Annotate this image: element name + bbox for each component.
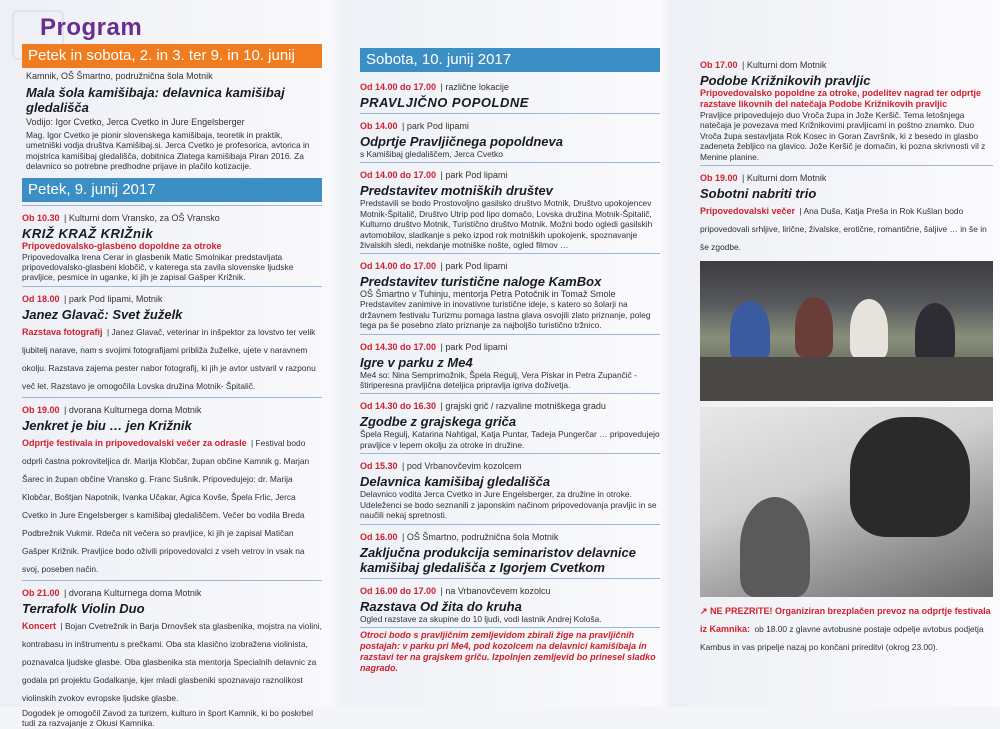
date-bar-friday-saturday: Petek in sobota, 2. in 3. ter 9. in 10. junij: [22, 44, 322, 68]
event-place: | park Pod lipami: [440, 170, 508, 181]
event-subtitle: Razstava fotografij: [22, 326, 103, 337]
event-time: Od 15.30: [360, 461, 398, 472]
event-podobe-kriznikovih: [700, 53, 993, 162]
photo-person: [740, 497, 810, 597]
event-kriz-kraz: [22, 205, 322, 283]
event-place: | Kulturni dom Motnik: [741, 60, 827, 70]
event-lead: Vodijo: Igor Cvetko, Jerca Cvetko in Jure Engelsberger: [26, 117, 245, 127]
event-od-zita-do-kruha: [360, 578, 660, 624]
event-mala-sola: [22, 68, 322, 172]
event-pravljicno-popoldne: [360, 75, 660, 110]
event-title: Razstava Od žita do kruha: [360, 598, 522, 614]
event-subtitle: Pripovedovalski večer: [700, 206, 796, 217]
event-place: | Kulturni dom Vransko, za OŠ Vransko: [63, 212, 220, 223]
event-time: Od 16.00: [360, 531, 398, 542]
event-subtitle: Pripovedovalsko-glasbeno dopoldne za otroke: [22, 240, 222, 251]
event-body: Pripovedovalka Irena Cerar in glasbenik Matic Smolnikar predstavljata pripovedovalsko-glasbeni klobčič, v katerega sta zavila slovenske ljudske pravljice, pesmice in uganke, ki jih je zapisal Gašper Križnik.: [22, 251, 294, 283]
event-title: Podobe Križnikovih pravljic: [700, 73, 871, 88]
event-title: Delavnica kamišibaj gledališča: [360, 474, 551, 490]
event-time: Od 14.00 do 17.00: [360, 261, 437, 272]
event-time: Od 14.30 do 17.00: [360, 341, 437, 352]
event-body-sponsor: Dogodek je omogočil Zavod za turizem, kulturo in šport Kamnik, ki bo poskrbel tudi za razvajanje z Okusi Kamnika.: [22, 707, 313, 729]
event-title: Jenkret je biu … jen Križnik: [22, 417, 192, 433]
event-place: | dvorana Kulturnega doma Motnik: [63, 587, 202, 598]
event-body: Ogled razstave za skupine do 10 ljudi, vodi lastnik Andrej Kološa.: [360, 613, 602, 624]
event-nabriti-trio: [700, 165, 993, 255]
photo-person: [730, 301, 770, 361]
event-body: | Festival bodo odprli častna pokroviteljica dr. Marija Klobčar, župan občine Kamnik g. Marjan Šarec in župan občine Vransko g. Franc Sušnik. Pripovedujejo: dr. Marija Klobčar, Boštjan Napotnik, Ivanka Učakar, Agica Kovše, Špela Frlic, Jerca Cvetko in Jure Engelsberger s kamišibaj gledališčem. Večer bo vodila Breda Podbrežnik Vukmir. Rdeča nit večera so pravljice, ki jih je zapisal Matičan Gašper Križnik. Pravljice bodo oživili pripovedovalci z vseh vetrov in vsak na svoj, poseben način.: [22, 437, 310, 574]
note-heading: ↗ NE PREZRITE! Organiziran brezplačen prevoz na odprtje festivala iz Kamnika:: [700, 606, 991, 635]
event-place: | Kulturni dom Motnik: [741, 173, 827, 184]
event-title: Sobotni nabriti trio: [700, 186, 817, 202]
photo-storytellers-stage: [700, 261, 993, 401]
event-body: | Ana Duša, Katja Preša in Rok Kušlan bodo pripovedovali srhljive, lirične, živalske, erotične, romantične, šaljive … in še in še zgodbe.: [700, 206, 987, 253]
event-subtitle: Pripovedovalsko popoldne za otroke, podelitev nagrad ter odprtje razstave likovnih del natečaja Podobe Križnikovih pravljic: [700, 88, 982, 109]
event-body: Predstavili se bodo Prostovoljno gasilsko društvo Motnik, Društvo upokojencev Motnik-Špitalič, Društvo Utrip pod lipo domačo, Lovska družina Motnik-Špitalič, Kulturno društvo Motnik, Turistično društvo Motnik. Možni bodo ogledi gasilskih avtomobilov, sladkanje s peko izpod rok motniških upokojenk, spoznavanje živalskih sledi, nekdanje motniške nošte, ogled filmov …: [360, 198, 653, 251]
event-body: Mag. Igor Cvetko je pionir slovenskega kamišibaja, teoretik in praktik, umetniški vodja društva Kamišibaj.si. Jerca Cvetko je profesorica, avtorica in mojstrica kamišibaj gledališča, dobitnica Zlatega kamišibaja Piran 2016. Za delavnico so potrebne predhodne prijave in plačilo kotizacije.: [26, 130, 310, 172]
transport-note: [700, 601, 993, 655]
column-2: [360, 48, 660, 707]
event-place: Kamnik, OŠ Šmartno, podružnična šola Motnik: [26, 71, 213, 81]
photo-audience: [700, 357, 993, 401]
date-bar-saturday: Sobota, 10. junij 2017: [360, 48, 660, 72]
event-time: Od 14.30 do 16.30: [360, 401, 437, 412]
event-body: Predstavitev zanimive in inovativne turistične ideje, s katero so šolarji na državnem festivalu Turizmu pomaga lastna glava osvojili zlato priznanje, poleg tega pa še posebno zlato priznanje za najboljšo turistično tržnico.: [360, 299, 651, 331]
event-jenkret: [22, 397, 322, 577]
event-title: Janez Glavač: Svet žuželk: [22, 306, 183, 322]
children-map-note: [360, 627, 660, 674]
event-time: Ob 21.00: [22, 587, 60, 598]
event-title: Predstavitev motniških društev: [360, 183, 553, 199]
event-odprtje: [360, 113, 660, 159]
event-subtitle: Odprtje festivala in pripovedovalski večer za odrasle: [22, 437, 247, 448]
event-grajski-gric: [360, 393, 660, 450]
photo-person: [850, 299, 888, 359]
event-body: s Kamišibaj gledališčem, Jerca Cvetko: [360, 149, 503, 159]
event-body: Me4 so: Nina Semprimožnik, Špela Regulj, Vera Piskar in Petra Zupančič - štiriperesna pravljična deteljica pripravlja igriva doživetja.: [360, 369, 637, 391]
event-title: KRIŽ KRAŽ KRIŽnik: [22, 225, 154, 241]
event-time: Ob 17.00: [700, 60, 738, 70]
note-text: Otroci bodo s pravljičnim zemljevidom zbirali žige na pravljičnih postajah: v parku pri Me4, pod kozolcem na delavnici kamišibaja in razstavi ter na grajskem griču. Izpolnjen zemljevid bo prinesel sladko nagrado.: [360, 629, 656, 673]
event-place: | različne lokacije: [440, 82, 509, 92]
event-terrafolk: [22, 580, 322, 729]
event-body: Delavnico vodita Jerca Cvetko in Jure Engelsberger, za družine in otroke. Udeleženci se bodo seznanili z japonskim načinom pripovedovanja pravljic in se naučili nekaj spretnosti.: [360, 489, 657, 521]
column-1: [22, 44, 322, 729]
event-place: | na Vrbanovčevem kozolcu: [440, 585, 551, 596]
event-lead: OŠ Šmartno v Tuhinju, mentorja Petra Potočnik in Tomaž Smole: [360, 289, 616, 300]
event-time: Ob 19.00: [22, 404, 60, 415]
date-bar-friday: Petek, 9. junij 2017: [22, 178, 322, 202]
event-drustva: [360, 162, 660, 250]
event-body: | Bojan Cvetrežnik in Barja Drnovšek sta glasbenika, mojstra na violini, kontrabasu in inštrumentu s prečkami. Oba sta klasično izobražena violinista, poznavalca ljudske glasbe. Oba glasbenika sta mentorja Specialnih delavnic za godala pri projektu Godalkanje, kjer mladi glasbeniki spoznavajo raznolikost violinskih zvokov evropske ljudske glasbe.: [22, 620, 322, 703]
event-body: Pravljice pripovedujejo duo Vroča župa in Jože Keršič. Tema letošnjega natečaja je povezava med Križnikovimi pravljicami in poštno znamko. Duo Vroča župa sestavljata Rok Kosec in Goran Završnik, ki z besedo in glasbo zadeneta žebljico na glavico. Jože Keršič je domačin, ki pozna skrivnosti vil z Menine planine.: [700, 110, 986, 162]
event-title: Zaključna produkcija seminaristov delavnice kamišibaj gledališča z Igorjem Cvetkom: [360, 544, 636, 575]
event-place: | grajski grič / razvaline motniškega gradu: [440, 401, 606, 412]
event-subtitle: Koncert: [22, 620, 57, 631]
event-time: Od 18.00: [22, 293, 60, 304]
photo-person: [915, 303, 955, 363]
event-body: | Janez Glavač, veterinar in inšpektor za lovstvo ter velik ljubitelj narave, nam s svojimi fotografijami približa žuželke, ujete v naravnem okolju. Razstava zajema pester nabor fotografij, ki jih je avtor ustvaril v razponu več let. Razstavo je omogočila Lovska družina Motnik- Špitalič.: [22, 326, 316, 391]
event-place: | park Pod lipami: [440, 341, 508, 352]
event-place: | park Pod lipami: [440, 261, 508, 272]
event-time: Od 14.00 do 17.00: [360, 82, 437, 92]
photo-person: [795, 297, 833, 357]
note-body: ob 18.00 z glavne avtobusne postaje odpelje avtobus podjetja Kambus in vas pripelje nazaj po končani prireditvi (okrog 23.00).: [700, 624, 984, 653]
event-place: | dvorana Kulturnega doma Motnik: [63, 404, 202, 415]
event-place: | park Pod lipami: [401, 121, 469, 131]
event-time: Ob 14.00: [360, 121, 398, 131]
event-me4: [360, 334, 660, 391]
event-zakljucna-produkcija: [360, 524, 660, 575]
event-title: Odprtje Pravljičnega popoldneva: [360, 134, 563, 149]
event-time: Od 16.00 do 17.00: [360, 585, 437, 596]
event-title: Predstavitev turistične naloge KamBox: [360, 274, 602, 290]
event-kambox: [360, 253, 660, 330]
event-time: Ob 19.00: [700, 173, 738, 184]
event-title: PRAVLJIČNO POPOLDNE: [360, 95, 529, 110]
event-title: Terrafolk Violin Duo: [22, 600, 145, 616]
program-title: Program: [40, 14, 143, 41]
event-place: | OŠ Šmartno, podružnična šola Motnik: [401, 531, 559, 542]
event-svet-zuzelk: [22, 286, 322, 394]
column-3: [700, 50, 993, 707]
event-title: Igre v parku z Me4: [360, 354, 473, 370]
event-title: Zgodbe z grajskega griča: [360, 414, 517, 430]
event-time: Od 14.00 do 17.00: [360, 170, 437, 181]
event-delavnica-kamisibaj: [360, 453, 660, 520]
event-time: Ob 10.30: [22, 212, 60, 223]
photo-kamisibaj-puppets: [700, 407, 993, 597]
event-place: | pod Vrbanovčevim kozolcem: [401, 461, 522, 472]
event-place: | park Pod lipami, Motnik: [63, 293, 163, 304]
event-body: Špela Regulj, Katarina Nahtigal, Katja Puntar, Tadeja Pungerčar … pripovedujejo pravljice v lepem okolju za otroke in družine.: [360, 429, 660, 450]
photo-puppet-shadow: [850, 417, 970, 537]
event-title: Mala šola kamišibaja: delavnica kamišibaj gledališča: [26, 85, 285, 115]
